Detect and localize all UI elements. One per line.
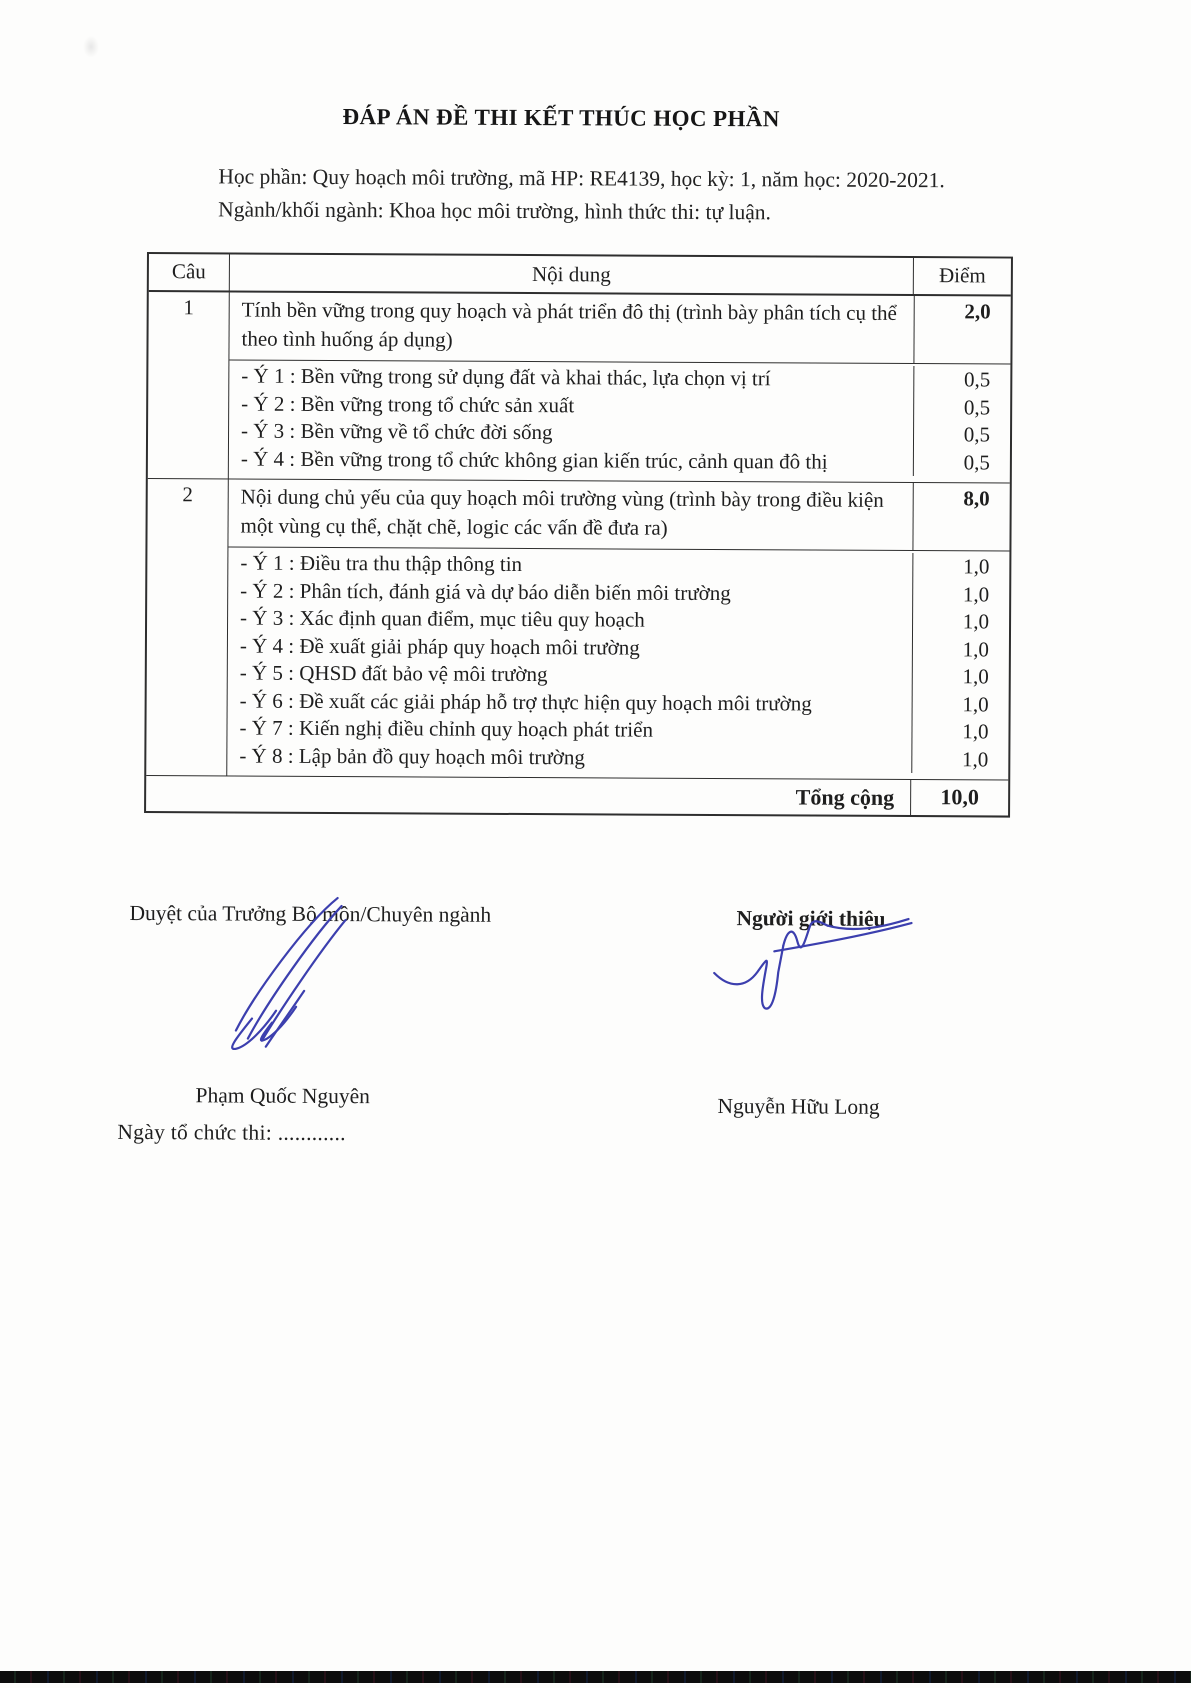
header-question-col: Câu	[149, 254, 230, 290]
item-text: - Ý 2 : Bền vững trong tổ chức sản xuất	[241, 391, 575, 417]
question-number: 2	[146, 479, 229, 775]
item-score: 0,5	[913, 394, 1010, 422]
table-header-row	[149, 254, 1011, 297]
total-label: Tổng cộng	[795, 783, 895, 810]
table-row	[228, 577, 1009, 609]
table-row	[227, 742, 1008, 774]
item-text: - Ý 5 : QHSD đất bảo vệ môi trường	[239, 660, 548, 687]
exam-date-line: Ngày tổ chức thi: ............	[117, 1119, 346, 1146]
table-row	[228, 632, 1009, 664]
scan-smudge	[83, 36, 99, 58]
item-text: - Ý 1 : Điều tra thu thập thông tin	[240, 550, 523, 577]
item-score: 1,0	[912, 636, 1009, 664]
item-score: 0,5	[913, 366, 1010, 394]
table-total-row	[146, 776, 1008, 816]
question-items	[229, 360, 1011, 482]
introducer-name: Nguyễn Hữu Long	[717, 1094, 880, 1119]
page-title: ĐÁP ÁN ĐỀ THI KẾT THÚC HỌC PHẦN	[342, 104, 780, 132]
scan-artifact-bar	[0, 1671, 1191, 1683]
approver-name: Phạm Quốc Nguyên	[195, 1083, 371, 1109]
question-block-1	[148, 292, 1011, 484]
table-row	[229, 390, 1010, 422]
question-summary: Nội dung chủ yếu của quy hoạch môi trường vùng (trình bày trong điều kiện một vùng cụ thể, chặt chẽ, logic các vấn đề đưa ra)	[240, 484, 884, 540]
table-row	[228, 659, 1009, 691]
table-row	[229, 362, 1010, 394]
item-score: 1,0	[912, 663, 1009, 691]
course-info-line1: Học phần: Quy hoạch môi trường, mã HP: RE4139, học kỳ: 1, năm học: 2020-2021.	[218, 164, 945, 193]
item-score: 1,0	[912, 608, 1009, 636]
question-summary-row	[229, 292, 1010, 364]
item-score: 1,0	[912, 553, 1009, 581]
question-score: 8,0	[912, 483, 1009, 551]
question-number: 1	[148, 292, 230, 478]
item-score: 0,5	[913, 449, 1010, 477]
header-content-col: Nội dung	[531, 261, 611, 286]
question-items	[227, 547, 1009, 779]
answer-table	[144, 252, 1013, 818]
item-score: 1,0	[911, 718, 1008, 746]
signature-left-ink	[218, 888, 379, 1059]
table-row	[228, 549, 1009, 581]
item-text: - Ý 7 : Kiến nghị điều chỉnh quy hoạch phát triển	[239, 715, 654, 742]
table-row	[228, 687, 1009, 719]
question-score: 2,0	[913, 296, 1010, 364]
question-body	[229, 292, 1011, 482]
item-text: - Ý 6 : Đề xuất các giải pháp hỗ trợ thực hiện quy hoạch môi trường	[239, 688, 812, 716]
item-text: - Ý 4 : Đề xuất giải pháp quy hoạch môi trường	[239, 633, 640, 660]
question-body	[227, 479, 1010, 779]
course-info-line2: Ngành/khối ngành: Khoa học môi trường, hình thức thi: tự luận.	[218, 197, 771, 225]
item-text: - Ý 3 : Xác định quan điểm, mục tiêu quy hoạch	[240, 605, 645, 632]
item-text: - Ý 1 : Bền vững trong sử dụng đất và khai thác, lựa chọn vị trí	[241, 363, 771, 391]
course-info	[218, 160, 1058, 230]
introducer-title: Người giới thiệu	[736, 906, 886, 931]
table-row	[229, 417, 1010, 449]
question-block-2	[146, 479, 1010, 781]
item-score: 0,5	[913, 421, 1010, 449]
table-row	[227, 714, 1008, 746]
question-summary: Tính bền vững trong quy hoạch và phát triển đô thị (trình bày phân tích cụ thể theo tình huống áp dụng)	[241, 297, 897, 352]
approver-title: Duyệt của Trưởng Bộ môn/Chuyên ngành	[129, 900, 492, 927]
total-score: 10,0	[910, 780, 1008, 816]
item-text: - Ý 8 : Lập bản đồ quy hoạch môi trường	[239, 743, 586, 769]
table-row	[229, 445, 1010, 477]
item-score: 1,0	[911, 746, 1008, 774]
item-text: - Ý 2 : Phân tích, đánh giá và dự báo diễn biến môi trường	[240, 578, 731, 605]
header-score-col: Điểm	[913, 258, 1011, 295]
item-text: - Ý 4 : Bền vững trong tổ chức không gian kiến trúc, cảnh quan đô thị	[240, 446, 828, 474]
question-summary-row	[228, 479, 1009, 551]
item-text: - Ý 3 : Bền vững về tổ chức đời sống	[240, 418, 553, 445]
item-score: 1,0	[912, 691, 1009, 719]
table-row	[228, 604, 1009, 636]
item-score: 1,0	[912, 581, 1009, 609]
signature-right-ink	[708, 911, 921, 1030]
